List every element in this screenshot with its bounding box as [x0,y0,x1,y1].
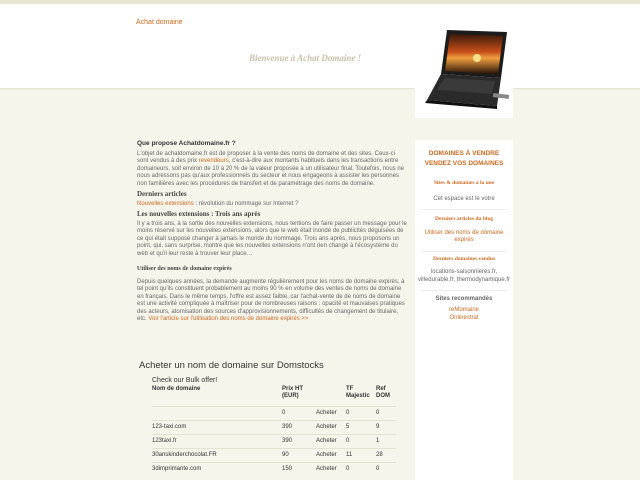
latest-article-item [137,201,407,209]
buy-link[interactable]: Acheter [316,462,346,476]
tf-cell: 0 [346,406,376,420]
sidebar-divider [421,290,507,291]
domain-name-cell: 3dimprimante.com [152,462,282,476]
new-extensions-link[interactable]: Nouvelles extensions [137,200,194,207]
sold-domains-title: Derniers domaines vendus [432,255,496,262]
tf-cell: 5 [346,420,376,434]
laptop-image [415,22,513,118]
domain-name-cell [152,406,282,420]
tf-header-line1: TF [346,386,354,392]
column-header-name[interactable]: Nom de domaine [152,386,201,392]
domain-name-cell: 123taxi.fr [152,434,282,448]
buy-link[interactable]: Acheter [316,406,346,420]
refdom-cell: 0 [376,406,396,420]
intro-text-start: L'objet de achatdomaine.fr est de proposer à la vente des noms de domaine et des sites. Ceux-ci sont vendus à des prix [137,150,395,164]
domain-name-cell: 123-taxi.com [152,420,282,434]
sold-domains-list: locations-saisonnieres.fr, villedurable.fr, thermodynamique.fr [417,269,511,283]
domain-name-cell: 30anskinderchocolat.FR [152,448,282,462]
buy-link[interactable]: Acheter [316,448,346,462]
expired-text: Depuis quelques années, la demande augmente régulièrement pour les noms de domaine expirés, à tel point qu'ils constituent probablement au moins 90 % en volume des ventes de noms de domaine en français. Dans le même temps, l'offre est assez faible, car l'achat-vente de de noms de domaine est une activité compliquée à maîtriser pour de nombreuses raisons : opacité et mauvaises pratiques des acteurs, atomisation des sources d'approvisionnements, difficultés de changement de titulaire, etc. [137,278,405,322]
table-row [152,434,396,448]
site-home-link[interactable]: Achat domaine [136,19,183,26]
sidebar [415,140,513,480]
recommended-sites-title: Sites recommandés [435,296,493,302]
main-content [137,140,407,326]
price-cell: 0 [282,406,316,420]
intro-text-end: , c'est-à-dire aux montants habituels dans les transactions entre domaineurs, soit environ de 10 à 20 % de la valeur proposée à un utilisateur final. Toutefois, nous ne nous adressons pas qu'aux professionnels du secteur et nous engageons à assister les personnes non familières avec les procédures de transfert et de paramétrage des noms de domaine. [137,158,405,187]
buy-link[interactable]: Acheter [316,434,346,448]
expired-paragraph [137,279,407,324]
price-cell: 150 [282,462,316,476]
bulk-offer-link[interactable]: Check our Bulk offer! [152,377,218,384]
tf-cell: 0 [346,434,376,448]
extensions-title: Les nouvelles extensions : Trois ans après [137,210,261,218]
price-cell: 390 [282,420,316,434]
sidebar-divider [421,251,507,252]
domains-for-sale-link[interactable]: DOMAINES À VENDRE [428,150,500,157]
header-divider [0,88,640,90]
buy-link[interactable]: Acheter [316,420,346,434]
tf-cell: 0 [346,462,376,476]
extensions-paragraph: Il y a trois ans, à la sortie des nouvelles extensions, nous tentions de faire passer un message pour le moins réservé sur les nouvelles extensions, alors que le web était inondé de publicités déguisées de ce qui était supposé changer à jamais le monde du nommage. Trois ans après, nous proposons un point, qui, sans surprise, montre que les nouvelles extensions n'ont rien changé à l'écosystème du web et qu'il leur reste à trouver leur place… [137,220,407,257]
rd-header-line1: Ref [376,386,386,392]
header [0,4,640,88]
tf-header-line2: Majestic [346,393,370,399]
blog-article-link[interactable]: Utiliser des noms de domaine expirés [424,229,504,243]
column-header-price[interactable] [282,386,316,406]
table-row [152,406,396,420]
latest-articles-title: Derniers articles [137,190,187,198]
sidebar-divider [421,209,507,210]
latest-article-rest: : révolution du nommage sur Internet ? [193,200,299,207]
price-cell: 90 [282,448,316,462]
featured-sites-title: Sites & domaines à la une [433,180,495,186]
table-row [152,420,396,434]
refdom-cell: 0 [376,462,396,476]
expired-title: Utiliser des noms de domaine expirés [137,266,232,272]
refdom-cell: 9 [376,420,396,434]
rd-header-line2: DOM [376,393,390,399]
tf-cell: 11 [346,448,376,462]
table-row [152,462,396,476]
domstocks-title: Acheter un nom de domaine sur Domstocks [139,360,324,371]
recommended-site-link[interactable]: Onlinestrat [449,315,479,321]
price-header-line2: (EUR) [282,393,299,399]
featured-sites-text: Cet espace est le votre [433,195,495,202]
domains-table [152,386,396,476]
column-header-tf[interactable] [346,386,376,406]
sell-your-domains-link[interactable]: VENDEZ VOS DOMAINES [424,160,504,167]
intro-paragraph [137,151,407,189]
price-cell: 390 [282,434,316,448]
intro-title: Que propose Achatdomaine.fr ? [137,140,236,147]
price-header-line1: Prix HT [282,386,304,392]
welcome-heading: Bienvenue à Achat Domaine ! [249,53,362,63]
table-row [152,448,396,462]
refdom-cell: 1 [376,434,396,448]
expired-article-link[interactable]: Voir l'article sur l'utilisation des noms de domaine expirés >> [148,316,309,322]
column-header-refdom[interactable] [376,386,396,406]
table-header-row [152,386,396,406]
blog-articles-title: Derniers articles du blog [435,216,493,222]
resellers-link[interactable]: revendeurs [198,158,229,164]
refdom-cell: 28 [376,448,396,462]
recommended-site-link[interactable]: reMomaine [448,306,479,313]
column-header-buy [316,386,346,406]
